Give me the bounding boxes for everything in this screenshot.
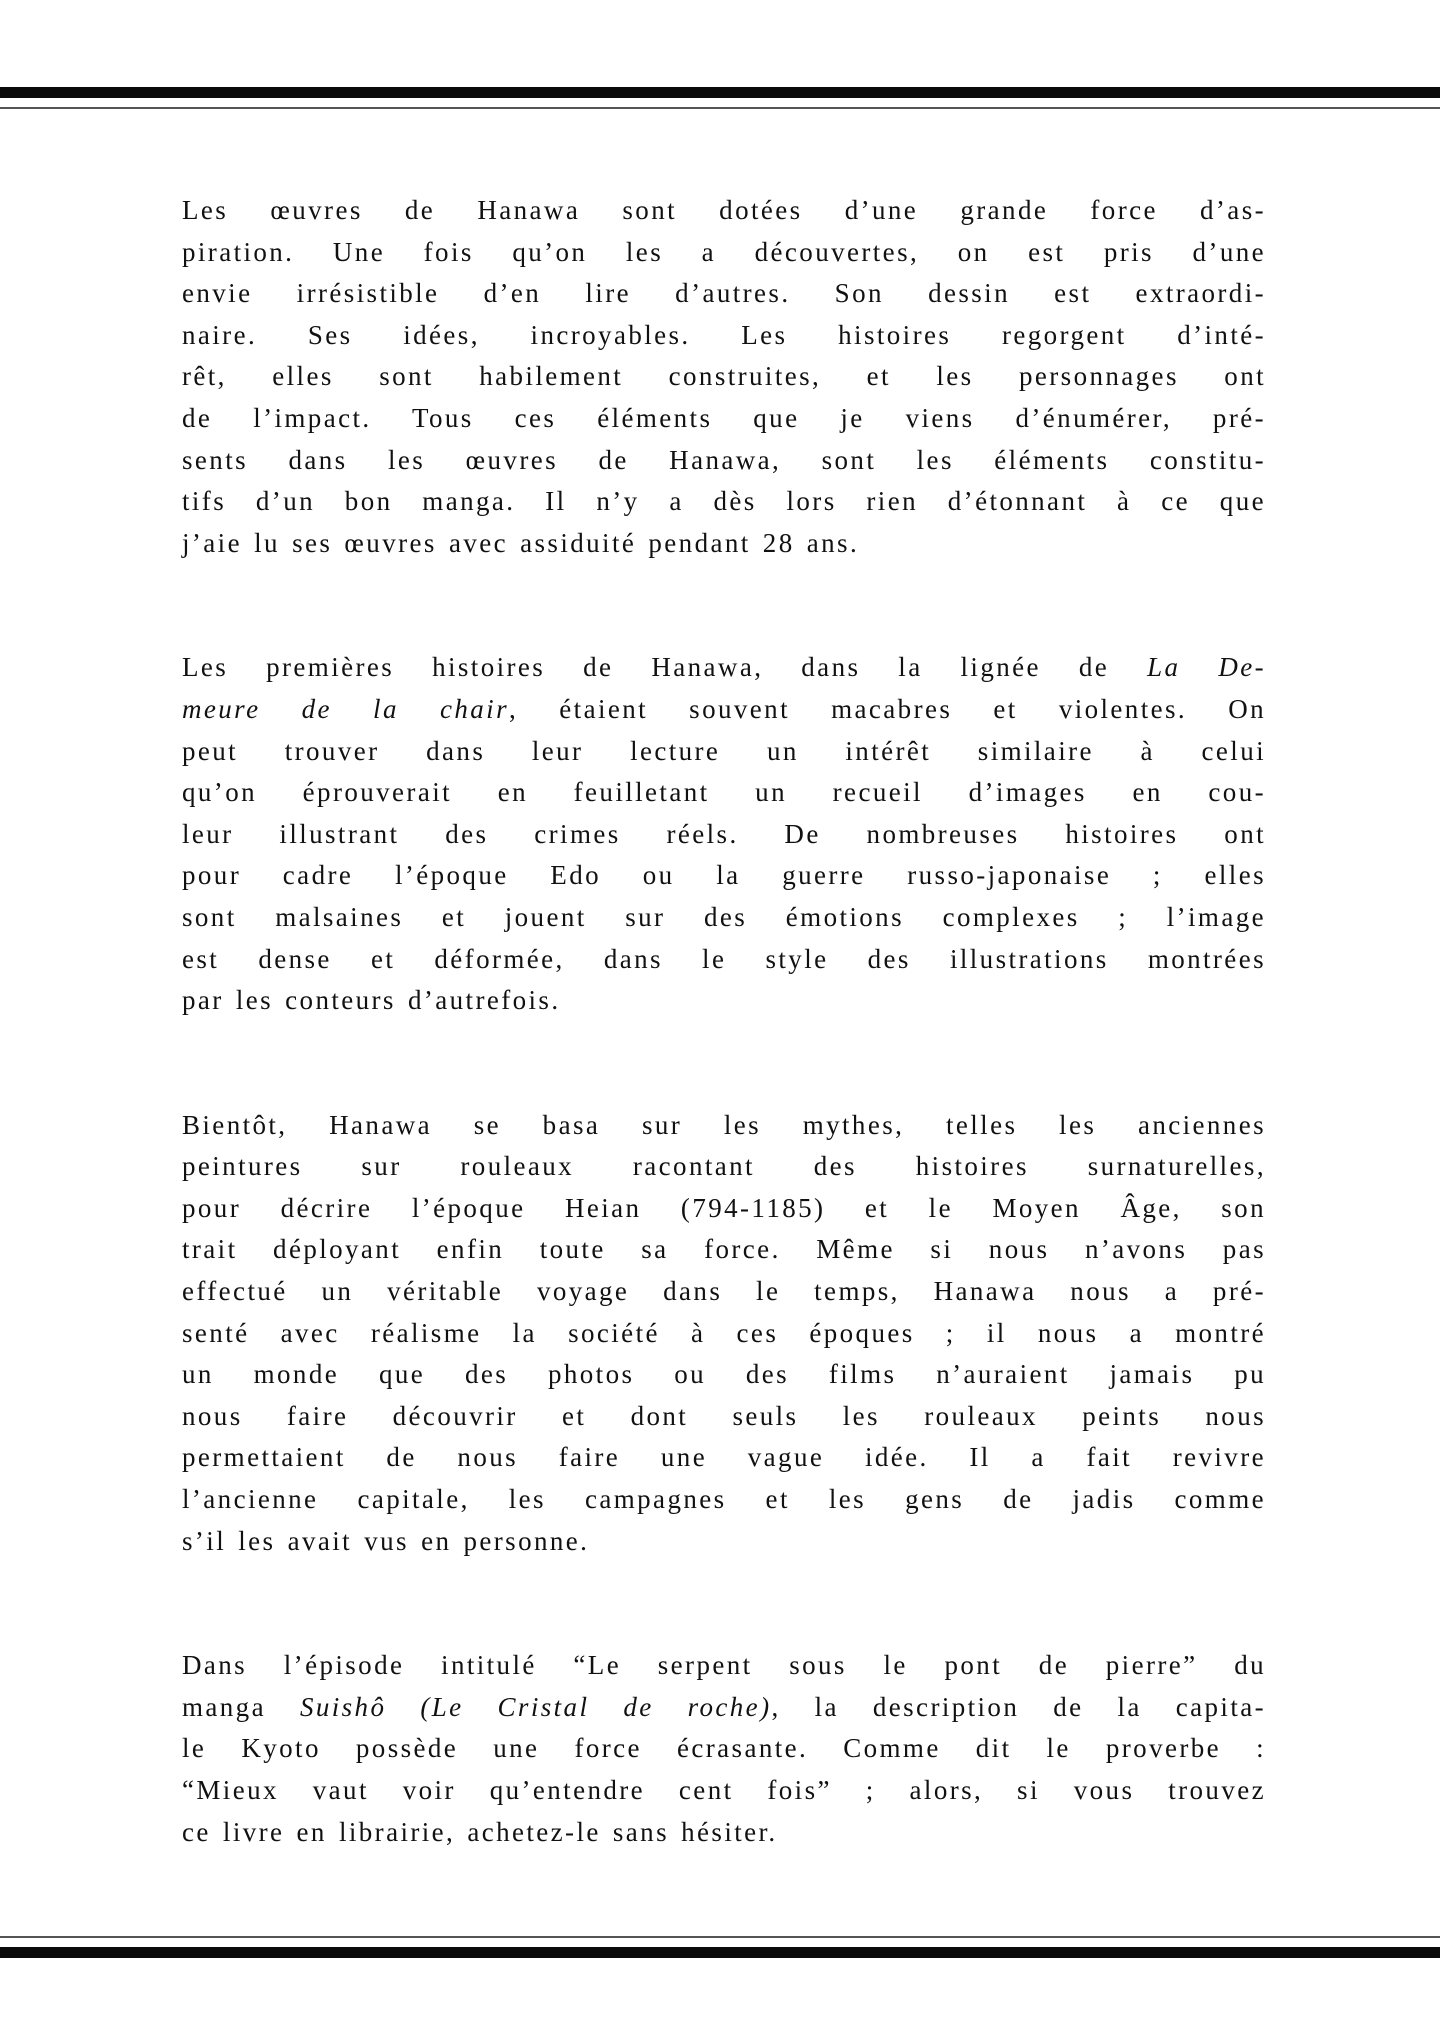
text-run: permettaient de nous faire une vague idée. Il a fait revivre [182, 1442, 1266, 1473]
text-run: Dans l’épisode intitulé “Le serpent sous le pont de pierre” du [182, 1650, 1266, 1681]
paragraph [182, 1645, 1266, 1853]
text-line [182, 1105, 1266, 1147]
text-run: effectué un véritable voyage dans le temps, Hanawa nous a pré- [182, 1276, 1266, 1307]
text-run: par les conteurs d’autrefois. [182, 985, 561, 1016]
text-line [182, 523, 1266, 565]
italic-title: La De- [1147, 652, 1266, 683]
text-line [182, 273, 1266, 315]
text-line [182, 356, 1266, 398]
text-line [182, 1146, 1266, 1188]
text-run: envie irrésistible d’en lire d’autres. Son dessin est extraordi- [182, 278, 1266, 309]
text-run: le Kyoto possède une force écrasante. Comme dit le proverbe : [182, 1733, 1266, 1764]
text-line [182, 1687, 1266, 1729]
text-run: trait déployant enfin toute sa force. Même si nous n’avons pas [182, 1234, 1266, 1265]
text-line [182, 1728, 1266, 1770]
text-line [182, 1770, 1266, 1812]
text-run: peut trouver dans leur lecture un intérêt similaire à celui [182, 735, 1266, 766]
text-line [182, 897, 1266, 939]
text-run: manga [182, 1691, 300, 1722]
text-run: , la description de la capita- [771, 1691, 1266, 1722]
text-run: l’ancienne capitale, les campagnes et les gens de jadis comme [182, 1484, 1266, 1515]
text-run: de l’impact. Tous ces éléments que je viens d’énumérer, pré- [182, 402, 1266, 433]
text-run: un monde que des photos ou des films n’auraient jamais pu [182, 1359, 1266, 1390]
text-line [182, 1645, 1266, 1687]
text-line [182, 939, 1266, 981]
text-run: leur illustrant des crimes réels. De nombreuses histoires ont [182, 818, 1266, 849]
italic-title: Suishô (Le Cristal de roche) [299, 1691, 772, 1722]
text-run: j’aie lu ses œuvres avec assiduité pendant 28 ans. [182, 527, 860, 558]
text-line [182, 814, 1266, 856]
text-run: s’il les avait vus en personne. [182, 1525, 590, 1556]
text-line [182, 1521, 1266, 1563]
text-line [182, 1479, 1266, 1521]
text-line [182, 1437, 1266, 1479]
text-line [182, 689, 1266, 731]
paragraph [182, 647, 1266, 1021]
text-run: pour cadre l’époque Edo ou la guerre russo-japonaise ; elles [182, 860, 1266, 891]
text-line [182, 731, 1266, 773]
paragraph [182, 190, 1266, 564]
text-line [182, 398, 1266, 440]
text-run: est dense et déformée, dans le style des illustrations montrées [182, 943, 1266, 974]
text-line [182, 980, 1266, 1022]
text-run: pour décrire l’époque Heian (794-1185) et le Moyen Âge, son [182, 1192, 1266, 1223]
text-run: sents dans les œuvres de Hanawa, sont les éléments constitu- [182, 444, 1266, 475]
text-run: sont malsaines et jouent sur des émotions complexes ; l’image [182, 901, 1266, 932]
text-line [182, 1313, 1266, 1355]
top-thick-rule [0, 87, 1440, 98]
text-run: piration. Une fois qu’on les a découvertes, on est pris d’une [182, 236, 1266, 267]
text-run: Les premières histoires de Hanawa, dans la lignée de [182, 652, 1148, 683]
text-line [182, 190, 1266, 232]
text-line [182, 772, 1266, 814]
text-run: ce livre en librairie, achetez-le sans hésiter. [182, 1816, 778, 1847]
text-line [182, 1812, 1266, 1854]
text-line [182, 1354, 1266, 1396]
top-thin-rule [0, 107, 1440, 109]
text-line [182, 1271, 1266, 1313]
text-line [182, 440, 1266, 482]
text-line [182, 1396, 1266, 1438]
text-run: nous faire découvrir et dont seuls les rouleaux peints nous [182, 1400, 1266, 1431]
text-run: , étaient souvent macabres et violentes. On [508, 693, 1266, 724]
page-body [182, 190, 1266, 1853]
text-run: senté avec réalisme la société à ces époques ; il nous a montré [182, 1317, 1266, 1348]
paragraph [182, 1105, 1266, 1563]
text-run: Les œuvres de Hanawa sont dotées d’une grande force d’as- [182, 195, 1266, 225]
text-line [182, 315, 1266, 357]
bottom-thin-rule [0, 1936, 1440, 1938]
bottom-thick-rule [0, 1947, 1440, 1958]
text-run: qu’on éprouverait en feuilletant un recueil d’images en cou- [182, 777, 1266, 808]
text-run: tifs d’un bon manga. Il n’y a dès lors rien d’étonnant à ce que [182, 486, 1266, 517]
text-line [182, 1188, 1266, 1230]
text-run: “Mieux vaut voir qu’entendre cent fois” ; alors, si vous trouvez [182, 1775, 1266, 1805]
italic-title: meure de la chair [182, 693, 509, 724]
text-line [182, 647, 1266, 689]
text-line [182, 855, 1266, 897]
text-line [182, 1229, 1266, 1271]
text-run: Bientôt, Hanawa se basa sur les mythes, telles les anciennes [182, 1109, 1266, 1140]
text-run: naire. Ses idées, incroyables. Les histoires regorgent d’inté- [182, 319, 1266, 350]
text-line [182, 232, 1266, 274]
text-run: peintures sur rouleaux racontant des histoires surnaturelles, [182, 1151, 1266, 1182]
text-run: rêt, elles sont habilement construites, et les personnages ont [182, 361, 1266, 392]
text-line [182, 481, 1266, 523]
